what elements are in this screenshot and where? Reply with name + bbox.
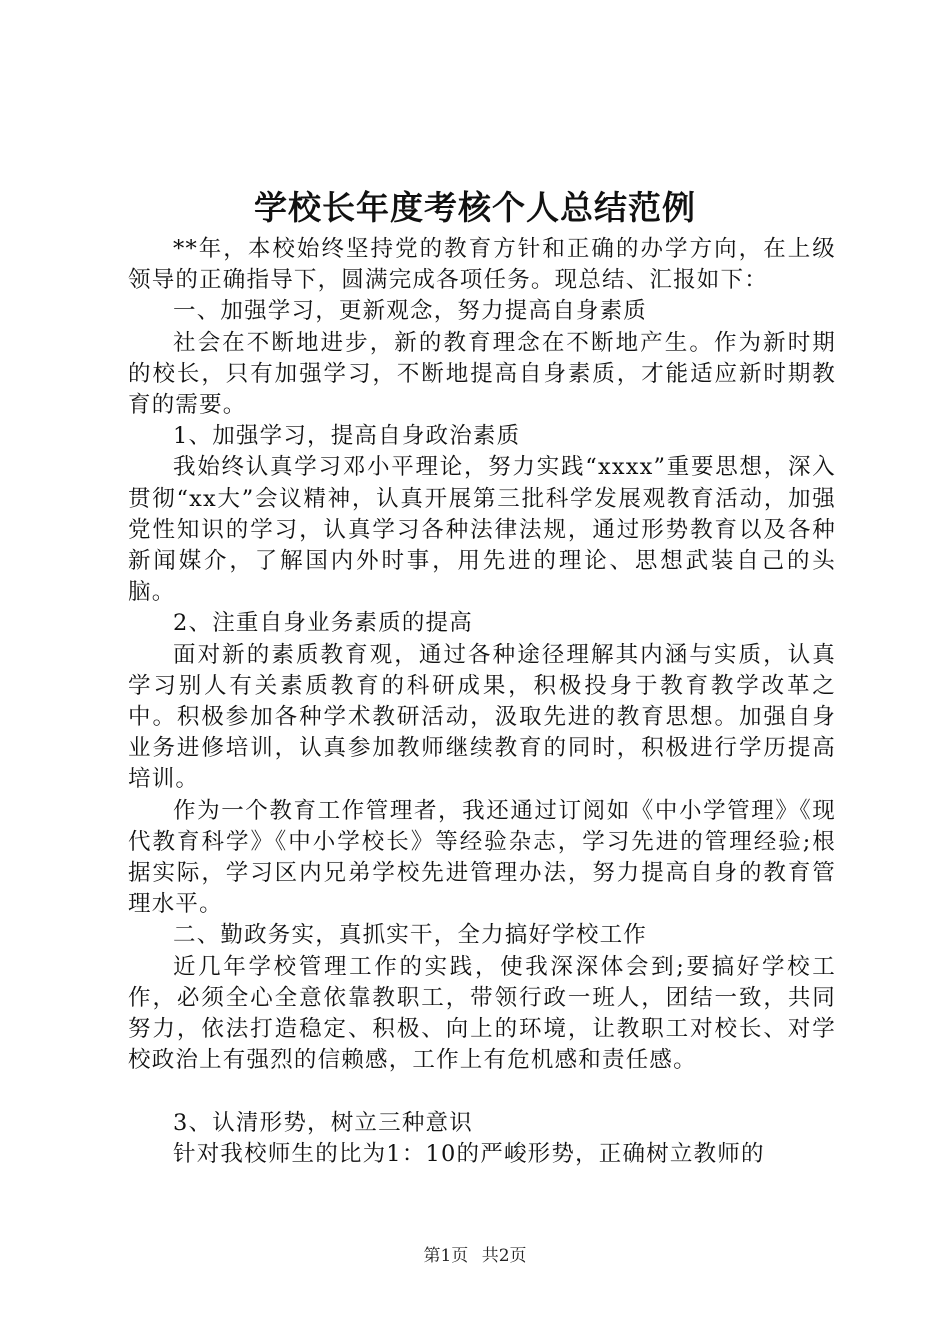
- heading-item-3: 3、认清形势，树立三种意识: [173, 1109, 473, 1136]
- paragraph-item-2: 面对新的素质教育观，通过各种途径理解其内涵与实质，认真学习别人有关素质教育的科研成果，积极投身于教育教学改革之中。积极参加各种学术教研活动，汲取先进的教育思想。加强自身业务进修培训，认真参加教师继续教育的同时，积极进行学历提高培训。: [128, 641, 836, 793]
- heading-section-2: 二、勤政务实，真抓实干，全力搞好学校工作: [173, 922, 648, 949]
- paragraph-intro: **年，本校始终坚持党的教育方针和正确的办学方向，在上级领导的正确指导下，圆满完成各项任务。现总结、汇报如下：: [128, 236, 836, 294]
- paragraph-gap: [128, 1076, 836, 1107]
- page-footer: [0, 1244, 950, 1268]
- paragraph-item-2b: 作为一个教育工作管理者，我还通过订阅如《中小学管理》《现代教育科学》《中小学校长》等经验杂志，学习先进的管理经验;根据实际，学习区内兄弟学校先进管理办法，努力提高自身的教育管理水平。: [128, 797, 836, 918]
- paragraph-item-1: 我始终认真学习邓小平理论，努力实践“xxxx”重要思想，深入贯彻“xx大”会议精神，认真开展第三批科学发展观教育活动，加强党性知识的学习，认真学习各种法律法规，通过形势教育以及各种新闻媒介，了解国内外时事，用先进的理论、思想武装自己的头脑。: [128, 454, 836, 606]
- document-body: [128, 234, 836, 1170]
- paragraph-item-3: 针对我校师生的比为1：10的严峻形势，正确树立教师的: [173, 1140, 765, 1167]
- page-total: 共2页: [481, 1246, 527, 1266]
- document-title: 学校长年度考核个人总结范例: [254, 188, 696, 227]
- paragraph-section-1: 社会在不断地进步，新的教育理念在不断地产生。作为新时期的校长，只有加强学习，不断地提高自身素质，才能适应新时期教育的需要。: [128, 329, 836, 419]
- heading-item-2: 2、注重自身业务素质的提高: [173, 610, 473, 637]
- heading-section-1: 一、加强学习，更新观念，努力提高自身素质: [173, 298, 648, 325]
- page-number: 第1页: [423, 1246, 469, 1266]
- heading-item-1: 1、加强学习，提高自身政治素质: [173, 423, 521, 450]
- paragraph-section-2: 近几年学校管理工作的实践，使我深深体会到;要搞好学校工作，必须全心全意依靠教职工，带领行政一班人，团结一致，共同努力，依法打造稳定、积极、向上的环境，让教职工对校长、对学校政治上有强烈的信赖感，工作上有危机感和责任感。: [128, 953, 836, 1074]
